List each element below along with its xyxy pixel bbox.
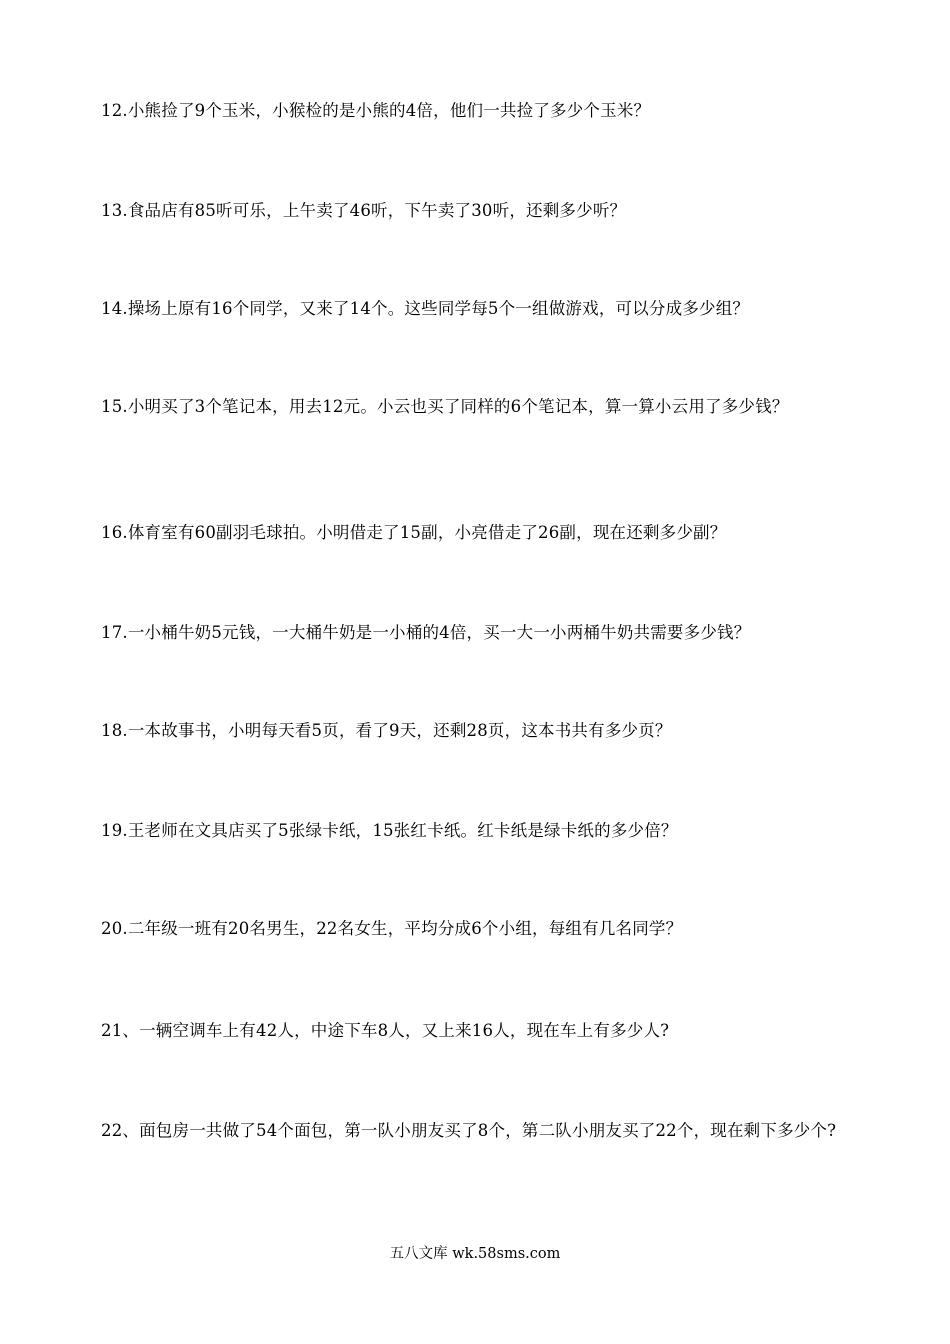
question-16: 16.体育室有60副羽毛球拍。小明借走了15副，小亮借走了26副，现在还剩多少副？ xyxy=(101,523,727,542)
question-15: 15.小明买了3个笔记本，用去12元。小云也买了同样的6个笔记本，算一算小云用了多少钱？ xyxy=(101,397,789,416)
question-20: 20.二年级一班有20名男生，22名女生，平均分成6个小组，每组有几名同学？ xyxy=(101,919,683,938)
question-14: 14.操场上原有16个同学，又来了14个。这些同学每5个一组做游戏，可以分成多少组？ xyxy=(101,299,750,318)
question-22: 22、面包房一共做了54个面包，第一队小朋友买了8个，第二队小朋友买了22个，现在剩下多少个? xyxy=(101,1121,837,1140)
question-13: 13.食品店有85听可乐，上午卖了46听，下午卖了30听，还剩多少听？ xyxy=(101,201,627,220)
footer-watermark: 五八文库 wk.58sms.com xyxy=(389,1246,561,1262)
question-12: 12.小熊捡了9个玉米，小猴检的是小熊的4倍，他们一共捡了多少个玉米？ xyxy=(101,101,651,120)
question-21: 21、一辆空调车上有42人，中途下车8人，又上来16人，现在车上有多少人? xyxy=(101,1021,670,1040)
question-17: 17.一小桶牛奶5元钱，一大桶牛奶是一小桶的4倍，买一大一小两桶牛奶共需要多少钱？ xyxy=(101,623,751,642)
question-18: 18.一本故事书，小明每天看5页，看了9天，还剩28页，这本书共有多少页？ xyxy=(101,721,672,740)
question-19: 19.王老师在文具店买了5张绿卡纸，15张红卡纸。红卡纸是绿卡纸的多少倍？ xyxy=(101,821,678,840)
